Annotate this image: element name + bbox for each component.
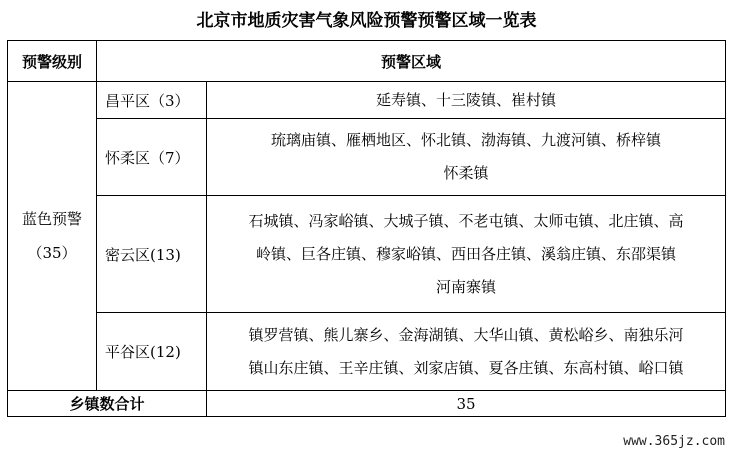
table-title: 北京市地质灾害气象风险预警预警区域一览表	[196, 11, 537, 31]
total-row	[8, 391, 726, 417]
district-cell: 怀柔区（7）	[97, 119, 207, 196]
region-line: 怀柔镇	[443, 164, 489, 182]
district-cell: 平谷区(12)	[97, 313, 207, 391]
region-cell	[207, 313, 726, 391]
region-cell	[207, 119, 726, 196]
region-cell	[207, 196, 726, 313]
region-line: 河南寨镇	[436, 277, 497, 296]
warning-level-count: （35）	[27, 244, 77, 262]
total-value: 35	[207, 391, 726, 417]
region-cell	[207, 82, 726, 119]
district-cell: 密云区(13)	[97, 196, 207, 313]
table-row	[8, 119, 726, 196]
warning-level-cell	[8, 82, 97, 391]
header-row	[8, 41, 726, 82]
district-cell: 昌平区（3）	[97, 82, 207, 119]
table-row	[8, 196, 726, 313]
region-line: 石城镇、冯家峪镇、大城子镇、不老屯镇、太师屯镇、北庄镇、高	[248, 211, 684, 230]
warning-region-table	[7, 40, 726, 417]
header-warning-level: 预警级别	[8, 41, 97, 82]
region-line: 岭镇、巨各庄镇、穆家峪镇、西田各庄镇、溪翁庄镇、东邵渠镇	[256, 244, 677, 263]
table-row	[8, 82, 726, 119]
watermark: www.365jz.com	[623, 434, 725, 449]
region-line: 镇山东庄镇、王辛庄镇、刘家店镇、夏各庄镇、东高村镇、峪口镇	[248, 358, 684, 377]
warning-level-name: 蓝色预警	[21, 210, 82, 228]
region-line: 镇罗营镇、熊儿寨乡、金海湖镇、大华山镇、黄松峪乡、南独乐河	[248, 325, 684, 344]
region-line: 琉璃庙镇、雁栖地区、怀北镇、渤海镇、九渡河镇、桥梓镇	[271, 131, 662, 149]
table-row	[8, 313, 726, 391]
header-warning-region: 预警区域	[97, 41, 726, 82]
region-line: 延寿镇、十三陵镇、崔村镇	[376, 90, 557, 109]
total-label: 乡镇数合计	[8, 391, 207, 417]
